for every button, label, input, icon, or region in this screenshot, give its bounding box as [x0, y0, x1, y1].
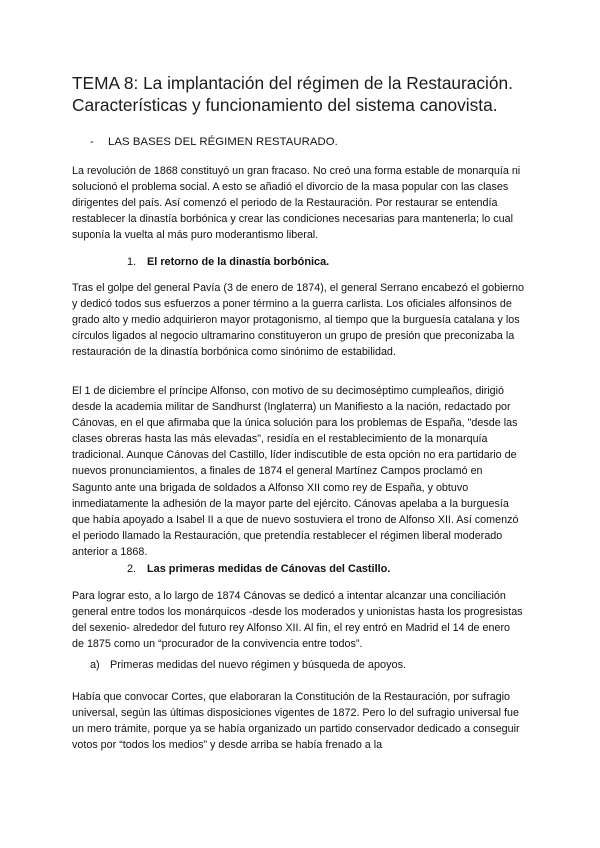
heading-1-text: El retorno de la dinastía borbónica.	[147, 256, 330, 268]
paragraph-3: Para lograr esto, a lo largo de 1874 Cánovas se dedicó a intentar alcanzar una conciliación general entre todos los monárquicos -desde los moderados y unionistas hasta los progresistas del sexenio- alrededor del futuro rey Alfonso XII. Al fin, el rey entró en Madrid el 14 de enero de 1875 como un “procurador de la convivencia entre todos”.	[72, 590, 523, 651]
section-heading: LAS BASES DEL RÉGIMEN RESTAURADO.	[108, 136, 338, 148]
heading-2-number: 2.	[127, 563, 137, 575]
heading-1-number: 1.	[127, 256, 137, 268]
subheading-letter: a)	[90, 659, 100, 671]
heading-2-text: Las primeras medidas de Cánovas del Castillo.	[147, 563, 391, 575]
bullet-marker: -	[90, 136, 94, 148]
paragraph-2: El 1 de diciembre el príncipe Alfonso, con motivo de su decimoséptimo cumpleaños, dirigió desde la academia militar de Sandhurst (Inglaterra) un Manifiesto a la nación, redactado por Cánovas, en el que afirmaba que la única solución para los problemas de España, "desde las clases obreras hasta las más elevadas", residía en el restablecimiento de la monarquía tradicional. Aunque Cánovas del Castillo, líder indiscutible de esta opción no era partidario de nuevos pronunciamientos, a finales de 1874 el general Martínez Campos proclamó en Sagunto ante una brigada de soldados a Alfonso XII como rey de España, y obtuvo inmediatamente la adhesión de la mayor parte del ejército. Cánovas apelaba a la burguesía que había apoyado a Isabel II a que de nuevo sostuviera el trono de Alfonso XII. Así comenzó el periodo llamado la Restauración, que pretendía restablecer el régimen liberal moderado anterior a 1868.	[72, 385, 519, 558]
paragraph-4: Había que convocar Cortes, que elaboraran la Constitución de la Restauración, por sufragio universal, según las últimas disposiciones vigentes de 1872. Pero lo del sufragio universal fue un mero trámite, porque ya se había organizado un partido conservador dedicado a conseguir votos por “todos los medios” y desde arriba se había frenado a la	[72, 691, 520, 752]
subheading-text: Primeras medidas del nuevo régimen y búsqueda de apoyos.	[110, 659, 407, 671]
paragraph-1: Tras el golpe del general Pavía (3 de enero de 1874), el general Serrano encabezó el gobierno y dedicó todos sus esfuerzos a poner término a la guerra carlista. Los oficiales alfonsinos de grado alto y medio adquirieron mayor protagonismo, al tiempo que la burguesía catalana y los círculos ligados al negocio ultramarino constituyeron un grupo de presión que preconizaba la restauración de la dinastía borbónica como sinónimo de estabilidad.	[72, 282, 525, 359]
intro-paragraph: La revolución de 1868 constituyó un gran fracaso. No creó una forma estable de monarquía ni solucionó el problema social. A esto se añadió el divorcio de la masa popular con las clases dirigentes del país. Así comenzó el periodo de la Restauración. Por restaurar se entendía restablecer la dinastía borbónica y crear las condiciones necesarias para mantenerla; lo cual suponía la vuelta al más puro moderantismo liberal.	[72, 165, 521, 242]
document-title: TEMA 8: La implantación del régimen de la Restauración. Características y funcionamiento del sistema canovista.	[72, 73, 513, 115]
